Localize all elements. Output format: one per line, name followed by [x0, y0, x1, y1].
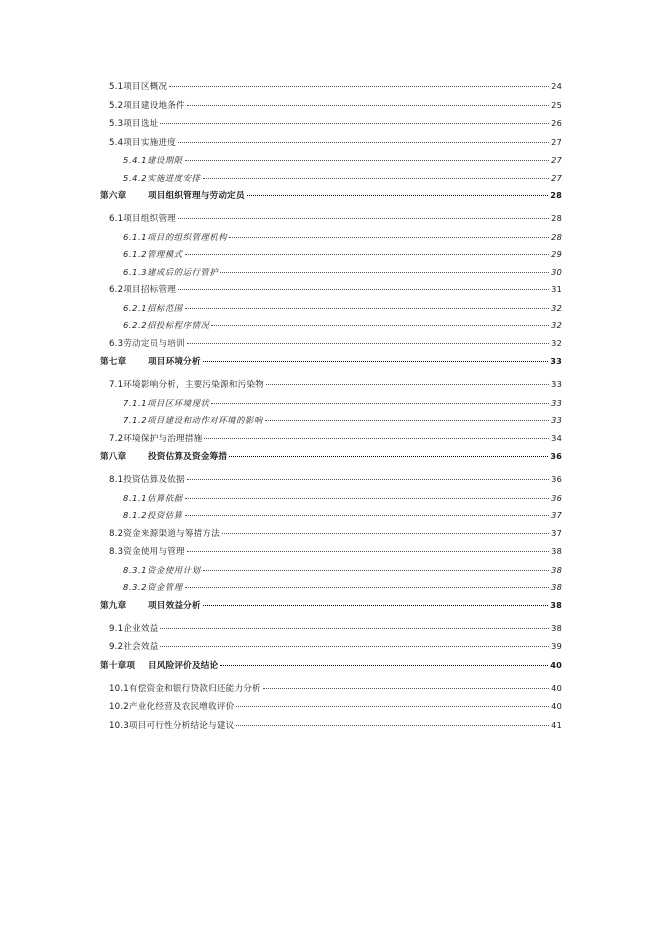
chapter-number: 第六章	[100, 191, 127, 201]
toc-entry[interactable]	[100, 700, 562, 714]
chapter-number: 第七章	[100, 357, 127, 367]
page-number: 36	[551, 492, 562, 503]
page-number: 33	[551, 379, 562, 389]
toc-entry[interactable]	[100, 154, 562, 167]
page-number: 31	[551, 284, 562, 294]
chapter-title: 目风险评价及结论	[148, 660, 219, 671]
toc-entry-label: 7.1环境影响分析，主要污染源和污染物	[109, 380, 264, 390]
toc-entry-label: 8.3.1资金使用计划	[123, 564, 201, 575]
page-number: 36	[550, 451, 562, 461]
toc-entry[interactable]	[100, 319, 562, 332]
toc-entry[interactable]	[100, 212, 562, 226]
dot-leader	[187, 343, 549, 344]
table-of-contents	[100, 80, 562, 737]
dot-leader	[160, 646, 549, 647]
dot-leader	[178, 289, 549, 290]
toc-entry-label: 6.2项目招标管理	[109, 285, 177, 295]
page-number: 34	[551, 432, 562, 443]
page-number: 38	[551, 622, 562, 633]
dot-leader	[211, 325, 549, 326]
page-number: 38	[551, 546, 562, 556]
page-number: 28	[551, 231, 562, 242]
toc-chapter-entry[interactable]	[100, 189, 562, 203]
chapter-number: 第十章项	[100, 660, 136, 671]
page-number: 32	[551, 337, 562, 348]
chapter-title: 项目组织管理与劳动定员	[148, 191, 245, 201]
toc-entry-label: 10.2产业化经营及农民增收评价	[109, 702, 235, 712]
dot-leader	[265, 420, 549, 421]
page-number: 41	[551, 719, 562, 730]
dot-leader	[187, 479, 549, 480]
toc-entry[interactable]	[100, 266, 562, 279]
chapter-title: 项目效益分析	[148, 600, 201, 611]
toc-entry-label: 6.1.3建成后的运行管护	[123, 266, 219, 277]
dot-leader	[187, 551, 549, 552]
dot-leader	[160, 628, 549, 629]
toc-entry-label: 8.2资金来源渠道与筹措方法	[109, 528, 220, 539]
dot-leader	[204, 438, 549, 439]
dot-leader	[185, 160, 549, 161]
toc-entry-label: 10.3项目可行性分析结论与建议	[109, 720, 235, 731]
dot-leader	[185, 254, 549, 255]
toc-entry[interactable]	[100, 682, 562, 696]
chapter-title: 投资估算及资金筹措	[148, 452, 228, 462]
toc-entry-label: 5.4项目实施进度	[109, 137, 177, 148]
toc-chapter-entry[interactable]	[100, 355, 562, 369]
toc-entry-label: 8.1投资估算及依据	[109, 475, 185, 485]
toc-entry[interactable]	[100, 432, 562, 446]
toc-entry[interactable]	[100, 492, 562, 505]
page-number: 36	[551, 474, 562, 484]
dot-leader	[203, 178, 550, 179]
page-number: 29	[551, 249, 562, 259]
toc-entry-label: 8.1.2投资估算	[123, 510, 183, 520]
dot-leader	[263, 688, 549, 689]
page-number: 40	[551, 701, 562, 711]
toc-entry[interactable]	[100, 136, 562, 150]
page-number: 33	[551, 415, 562, 425]
page-number: 37	[551, 510, 562, 520]
dot-leader	[178, 218, 549, 219]
page-number: 33	[550, 356, 562, 366]
page-number: 25	[551, 99, 562, 110]
dot-leader	[178, 142, 549, 143]
toc-entry[interactable]	[100, 248, 562, 261]
toc-entry[interactable]	[100, 231, 562, 244]
chapter-number: 第九章	[100, 600, 127, 611]
toc-entry[interactable]	[100, 378, 562, 392]
page-number: 24	[551, 81, 562, 91]
toc-entry[interactable]	[100, 564, 562, 577]
dot-leader	[203, 605, 548, 606]
dot-leader	[236, 706, 549, 707]
toc-entry-label: 10.1有偿资金和银行贷款归还能力分析	[109, 683, 261, 694]
page-number: 28	[551, 213, 562, 223]
toc-entry[interactable]	[100, 117, 562, 131]
toc-entry-label	[100, 660, 218, 673]
dot-leader	[229, 237, 549, 238]
toc-chapter-entry[interactable]	[100, 599, 562, 613]
toc-entry[interactable]	[100, 414, 562, 427]
chapter-title: 项目环境分析	[148, 357, 201, 367]
toc-entry-label: 6.1.1项目的组织管理机构	[123, 231, 228, 242]
toc-entry-label: 5.2项目建设地条件	[109, 100, 185, 111]
page-number: 26	[551, 118, 562, 128]
toc-entry-label: 5.4.1建设期限	[123, 155, 183, 165]
toc-entry[interactable]	[100, 473, 562, 487]
toc-entry-label	[100, 451, 227, 464]
toc-entry[interactable]	[100, 545, 562, 559]
dot-leader	[229, 456, 548, 457]
dot-leader	[211, 403, 549, 404]
dot-leader	[185, 308, 549, 309]
toc-entry-label: 8.3.2资金管理	[123, 582, 183, 592]
toc-entry[interactable]	[100, 302, 562, 315]
toc-entry[interactable]	[100, 80, 562, 94]
toc-entry-label: 5.1项目区概况	[109, 82, 168, 92]
toc-entry-label: 7.1.1项目区环境现状	[123, 397, 210, 408]
toc-entry-label: 5.3项目选址	[109, 119, 159, 129]
toc-entry-label: 8.1.1估算依据	[123, 492, 183, 503]
page-number: 27	[551, 155, 562, 165]
dot-leader	[220, 665, 548, 666]
toc-entry[interactable]	[100, 172, 562, 185]
toc-entry[interactable]	[100, 640, 562, 654]
toc-entry[interactable]	[100, 622, 562, 636]
page-number: 27	[551, 136, 562, 147]
toc-entry-label: 9.1企业效益	[109, 623, 159, 634]
toc-entry[interactable]	[100, 99, 562, 113]
toc-entry[interactable]	[100, 337, 562, 351]
dot-leader	[203, 361, 548, 362]
toc-chapter-entry[interactable]	[100, 659, 562, 673]
dot-leader	[266, 384, 549, 385]
toc-entry[interactable]	[100, 283, 562, 297]
toc-entry-label: 6.3劳动定员与培训	[109, 338, 185, 349]
toc-entry-label: 7.1.2项目建设和动作对环境的影响	[123, 415, 263, 425]
page-number: 27	[551, 172, 562, 183]
toc-entry-label	[100, 600, 201, 613]
page-number: 38	[551, 582, 562, 592]
toc-entry-label: 5.4.2实施进度安排	[123, 172, 201, 183]
dot-leader	[185, 515, 549, 516]
page-number: 33	[551, 397, 562, 408]
page-number: 32	[551, 320, 562, 330]
dot-leader	[185, 498, 549, 499]
toc-entry-label: 6.1.2管理模式	[123, 249, 183, 259]
page-number: 38	[550, 599, 562, 610]
dot-leader	[187, 105, 549, 106]
dot-leader	[222, 533, 549, 534]
toc-entry-label: 6.1项目组织管理	[109, 214, 177, 224]
toc-entry[interactable]	[100, 719, 562, 733]
chapter-number: 第八章	[100, 452, 127, 462]
toc-entry-label: 6.2.1招标范围	[123, 302, 183, 313]
toc-entry[interactable]	[100, 509, 562, 522]
page-number: 37	[551, 527, 562, 538]
toc-entry-label: 7.2环境保护与治理措施	[109, 433, 203, 444]
toc-chapter-entry[interactable]	[100, 450, 562, 464]
page-number: 38	[551, 564, 562, 575]
dot-leader	[236, 725, 549, 726]
toc-entry[interactable]	[100, 397, 562, 410]
toc-entry[interactable]	[100, 581, 562, 594]
toc-entry-label: 8.3资金使用与管理	[109, 547, 185, 557]
dot-leader	[220, 272, 549, 273]
dot-leader	[247, 195, 548, 196]
page-number: 39	[551, 641, 562, 651]
page-number: 28	[550, 190, 562, 200]
toc-entry-label	[100, 356, 201, 369]
page-number: 32	[551, 302, 562, 313]
dot-leader	[203, 570, 550, 571]
toc-entry-label: 9.2社会效益	[109, 642, 159, 652]
toc-entry[interactable]	[100, 527, 562, 541]
dot-leader	[160, 123, 549, 124]
dot-leader	[169, 86, 549, 87]
page-number: 40	[550, 659, 562, 670]
dot-leader	[185, 587, 549, 588]
toc-entry-label	[100, 190, 245, 203]
page-number: 30	[551, 266, 562, 277]
page-number: 40	[551, 682, 562, 693]
toc-entry-label: 6.2.2招投标程序情况	[123, 320, 210, 330]
